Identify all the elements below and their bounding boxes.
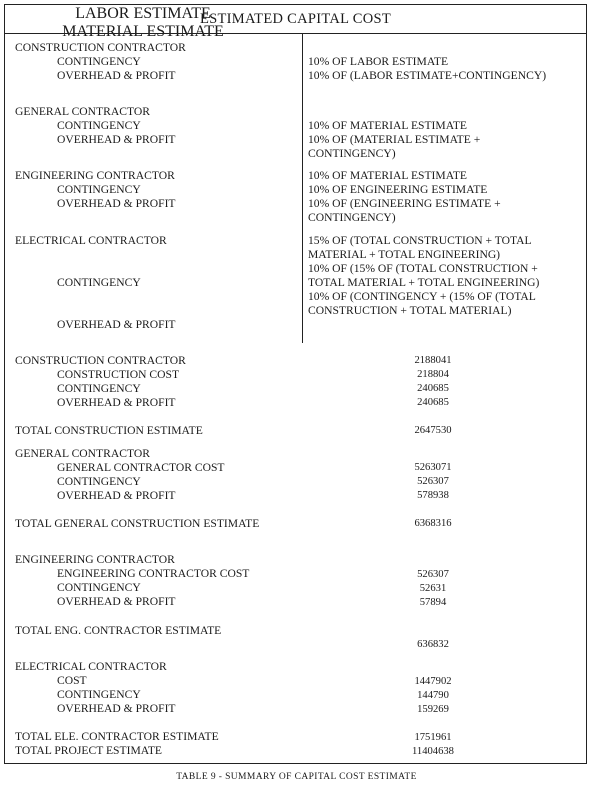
- sum-general-cost-value: 5263071: [414, 462, 452, 473]
- def-engineering-overhead-formula-2: CONTINGENCY): [308, 211, 396, 224]
- table-title: ESTIMATED CAPITAL COST: [5, 5, 586, 34]
- sum-engineering-contingency-label: CONTINGENCY: [57, 581, 141, 594]
- sum-general-heading: GENERAL CONTRACTOR: [15, 447, 150, 460]
- sum-construction-heading-value: 2188041: [414, 355, 452, 366]
- def-construction-heading: CONSTRUCTION CONTRACTOR: [15, 41, 186, 54]
- sum-electrical-contingency-label: CONTINGENCY: [57, 688, 141, 701]
- sum-electrical-contingency-value: 144790: [417, 690, 449, 701]
- sum-construction-heading: CONSTRUCTION CONTRACTOR: [15, 354, 186, 367]
- sum-general-total-value: 6368316: [414, 518, 452, 529]
- def-electrical-contingency-formula-2: TOTAL MATERIAL + TOTAL ENGINEERING): [308, 276, 540, 289]
- def-electrical-estimate-formula-1: 15% OF (TOTAL CONSTRUCTION + TOTAL: [308, 234, 532, 247]
- def-engineering-heading: ENGINEERING CONTRACTOR: [15, 169, 175, 182]
- capital-cost-table: [4, 4, 587, 764]
- def-engineering-contingency-label: CONTINGENCY: [57, 183, 141, 196]
- def-engineering-estimate-formula: 10% OF MATERIAL ESTIMATE: [308, 169, 467, 182]
- sum-general-contingency-label: CONTINGENCY: [57, 475, 141, 488]
- def-general-estimate-header: MATERIAL ESTIMATE: [62, 23, 224, 40]
- sum-construction-contingency-label: CONTINGENCY: [57, 382, 141, 395]
- sum-electrical-cost-label: COST: [57, 674, 87, 687]
- def-general-overhead-formula-2: CONTINGENCY): [308, 147, 396, 160]
- sum-electrical-heading: ELECTRICAL CONTRACTOR: [15, 660, 167, 673]
- sum-construction-overhead-label: OVERHEAD & PROFIT: [57, 396, 176, 409]
- sum-engineering-contingency-value: 52631: [419, 583, 447, 594]
- def-electrical-contingency-label: CONTINGENCY: [57, 276, 141, 289]
- def-electrical-estimate-formula-2: MATERIAL + TOTAL ENGINEERING): [308, 248, 501, 261]
- sum-electrical-cost-value: 1447902: [414, 676, 452, 687]
- sum-construction-overhead-value: 240685: [417, 397, 449, 408]
- sum-electrical-overhead-value: 159269: [417, 704, 449, 715]
- sum-general-contingency-value: 526307: [417, 476, 449, 487]
- def-general-overhead-formula-1: 10% OF (MATERIAL ESTIMATE +: [308, 133, 481, 146]
- sum-construction-cost-label: CONSTRUCTION COST: [57, 368, 180, 381]
- table-caption: TABLE 9 - SUMMARY OF CAPITAL COST ESTIMATE: [176, 772, 417, 782]
- sum-general-overhead-label: OVERHEAD & PROFIT: [57, 489, 176, 502]
- sum-engineering-heading: ENGINEERING CONTRACTOR: [15, 553, 175, 566]
- def-construction-contingency-formula: 10% OF LABOR ESTIMATE: [308, 55, 449, 68]
- column-divider: [302, 33, 303, 343]
- def-electrical-overhead-label: OVERHEAD & PROFIT: [57, 318, 176, 331]
- sum-construction-total-label: TOTAL CONSTRUCTION ESTIMATE: [15, 424, 203, 437]
- sum-engineering-total-label: TOTAL ENG. CONTRACTOR ESTIMATE: [15, 624, 222, 637]
- def-engineering-contingency-formula: 10% OF ENGINEERING ESTIMATE: [308, 183, 488, 196]
- sum-construction-cost-value: 218804: [417, 369, 449, 380]
- def-construction-overhead-label: OVERHEAD & PROFIT: [57, 69, 176, 82]
- project-total-label: TOTAL PROJECT ESTIMATE: [15, 744, 163, 757]
- sum-engineering-cost-value: 526307: [417, 569, 449, 580]
- sum-engineering-total-value: 636832: [417, 639, 449, 650]
- sum-electrical-overhead-label: OVERHEAD & PROFIT: [57, 702, 176, 715]
- def-construction-contingency-label: CONTINGENCY: [57, 55, 141, 68]
- sum-general-total-label: TOTAL GENERAL CONSTRUCTION ESTIMATE: [15, 517, 260, 530]
- sum-construction-total-value: 2647530: [414, 425, 452, 436]
- sum-engineering-cost-label: ENGINEERING CONTRACTOR COST: [57, 567, 250, 580]
- sum-engineering-overhead-label: OVERHEAD & PROFIT: [57, 595, 176, 608]
- sum-construction-contingency-value: 240685: [417, 383, 449, 394]
- def-construction-overhead-formula: 10% OF (LABOR ESTIMATE+CONTINGENCY): [308, 69, 547, 82]
- def-electrical-overhead-formula-2: CONSTRUCTION + TOTAL MATERIAL): [308, 304, 512, 317]
- def-construction-estimate-header: LABOR ESTIMATE: [75, 5, 211, 22]
- sum-general-cost-label: GENERAL CONTRACTOR COST: [57, 461, 225, 474]
- def-engineering-overhead-label: OVERHEAD & PROFIT: [57, 197, 176, 210]
- def-general-heading: GENERAL CONTRACTOR: [15, 105, 150, 118]
- sum-electrical-total-value: 1751961: [414, 732, 452, 743]
- def-electrical-heading: ELECTRICAL CONTRACTOR: [15, 234, 167, 247]
- sum-electrical-total-label: TOTAL ELE. CONTRACTOR ESTIMATE: [15, 730, 219, 743]
- def-engineering-overhead-formula-1: 10% OF (ENGINEERING ESTIMATE +: [308, 197, 501, 210]
- def-electrical-overhead-formula-1: 10% OF (CONTINGENCY + (15% OF (TOTAL: [308, 290, 536, 303]
- sum-engineering-overhead-value: 57894: [419, 597, 447, 608]
- def-general-contingency-label: CONTINGENCY: [57, 119, 141, 132]
- project-total-value: 11404638: [412, 746, 454, 757]
- def-general-contingency-formula: 10% OF MATERIAL ESTIMATE: [308, 119, 467, 132]
- sum-general-overhead-value: 578938: [417, 490, 449, 501]
- def-general-overhead-label: OVERHEAD & PROFIT: [57, 133, 176, 146]
- def-electrical-contingency-formula-1: 10% OF (15% OF (TOTAL CONSTRUCTION +: [308, 262, 538, 275]
